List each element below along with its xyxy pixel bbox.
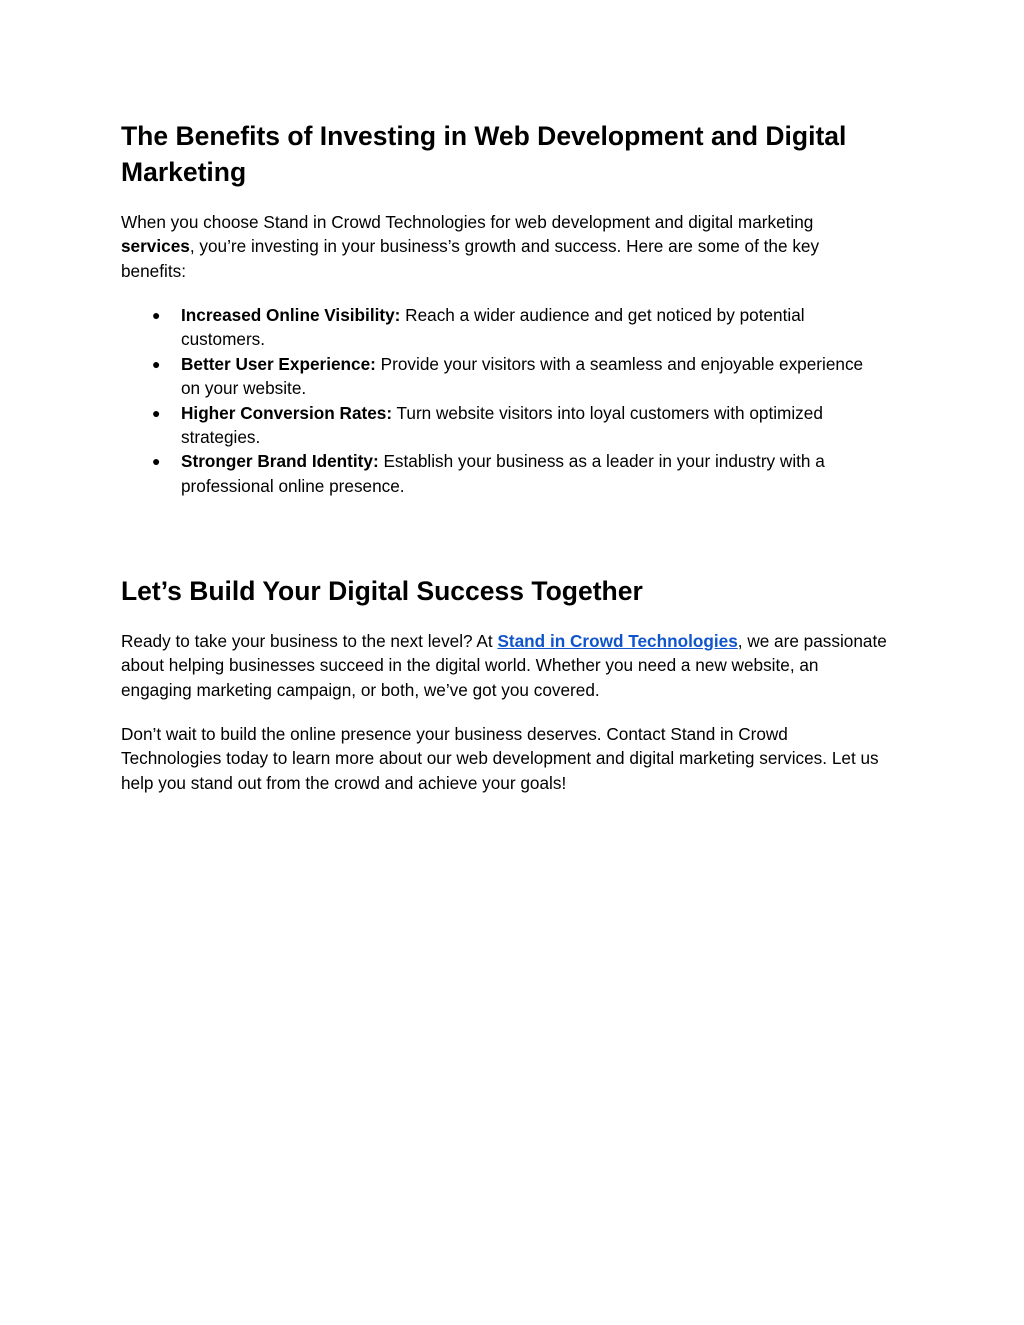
list-item bbox=[121, 449, 881, 498]
bullet-icon: ● bbox=[152, 307, 161, 323]
bullet-icon: ● bbox=[152, 453, 161, 470]
intro-text-start: When you choose Stand in Crowd Technologies for web development and digital marketing bbox=[121, 212, 814, 232]
benefit-text: Reach a wider audience and get noticed by potential customers. bbox=[181, 305, 805, 350]
ready-text-end: , we are passionate about helping businesses succeed in the digital world. Whether you need a new website, an engaging marketing campaign, or both, we’ve got you covered. bbox=[121, 631, 887, 700]
benefits-list bbox=[121, 303, 881, 498]
benefits-heading: The Benefits of Investing in Web Development and Digital Marketing bbox=[121, 121, 847, 187]
benefit-text: Turn website visitors into loyal customers with optimized strategies. bbox=[181, 402, 823, 448]
benefit-title: Better User Experience: bbox=[181, 353, 376, 374]
ready-text-start: Ready to take your business to the next level? At bbox=[121, 631, 498, 651]
benefit-text: Establish your business as a leader in your industry with a professional online presence. bbox=[181, 451, 825, 496]
contact-paragraph: Don’t wait to build the online presence your business deserves. Contact Stand in Crowd Technologies today to learn more about our web development and digital marketing services. Let us help you stand out from the crowd and achieve your goals! bbox=[121, 724, 879, 793]
build-success-heading: Let’s Build Your Digital Success Together bbox=[121, 576, 643, 606]
intro-text-end: , you’re investing in your business’s growth and success. Here are some of the key benefits: bbox=[121, 236, 820, 281]
list-item bbox=[121, 303, 881, 352]
benefit-text: Provide your visitors with a seamless and enjoyable experience on your website. bbox=[181, 353, 864, 399]
benefit-title: Increased Online Visibility: bbox=[181, 305, 401, 325]
bullet-icon: ● bbox=[152, 404, 161, 421]
benefits-intro-paragraph bbox=[121, 210, 881, 283]
list-item bbox=[121, 401, 881, 450]
intro-bold-services: services bbox=[121, 236, 190, 257]
ready-paragraph bbox=[121, 629, 891, 702]
company-link[interactable]: Stand in Crowd Technologies bbox=[497, 631, 738, 651]
bullet-icon: ● bbox=[152, 355, 161, 372]
list-item bbox=[121, 352, 881, 401]
benefit-title: Higher Conversion Rates: bbox=[181, 402, 393, 423]
benefit-title: Stronger Brand Identity: bbox=[181, 451, 379, 472]
